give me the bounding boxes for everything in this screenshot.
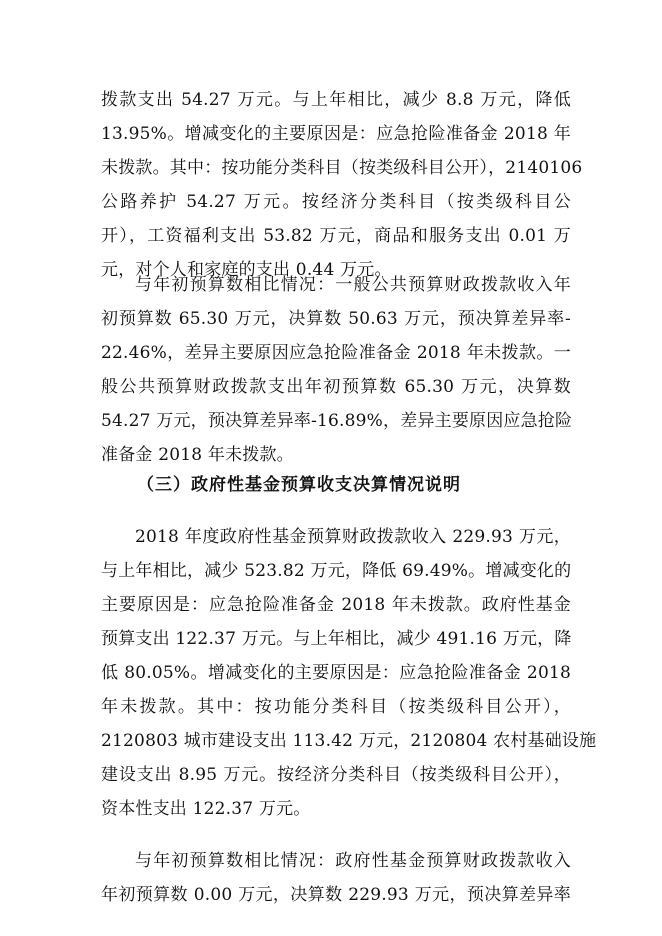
paragraph-line: 低 80.05%。增减变化的主要原因是：应急抢险准备金 2018 bbox=[101, 663, 571, 683]
paragraph-line: 年初预算数 0.00 万元，决算数 229.93 万元，预决算差异率 bbox=[101, 885, 571, 905]
paragraph-first-line: 2018 年度政府性基金预算财政拨款收入 229.93 万元， bbox=[135, 527, 571, 547]
paragraph-line: 拨款支出 54.27 万元。与上年相比，减少 8.8 万元，降低 bbox=[101, 90, 571, 110]
paragraph-line: 建设支出 8.95 万元。按经济分类科目（按类级科目公开）， bbox=[101, 765, 571, 785]
paragraph-line: 22.46%，差异主要原因应急抢险准备金 2018 年未拨款。一 bbox=[101, 343, 571, 363]
section-heading: （三）政府性基金预算收支决算情况说明 bbox=[137, 475, 461, 495]
paragraph-line: 般公共预算财政拨款支出年初预算数 65.30 万元，决算数 bbox=[101, 377, 571, 397]
paragraph-line: 2120803 城市建设支出 113.42 万元，2120804 农村基础设施 bbox=[101, 731, 597, 751]
paragraph-line: 年未拨款。其中：按功能分类科目（按类级科目公开）， bbox=[101, 697, 571, 717]
paragraph-first-line: 与年初预算数相比情况：政府性基金预算财政拨款收入 bbox=[135, 851, 571, 871]
paragraph-line: 预算支出 122.37 万元。与上年相比，减少 491.16 万元，降 bbox=[101, 629, 572, 649]
paragraph-line: 公路养护 54.27 万元。按经济分类科目（按类级科目公 bbox=[101, 192, 571, 212]
paragraph-line: 13.95%。增减变化的主要原因是：应急抢险准备金 2018 年 bbox=[101, 124, 571, 144]
paragraph-line: 54.27 万元，预决算差异率-16.89%，差异主要原因应急抢险 bbox=[101, 411, 573, 431]
paragraph-line: 开），工资福利支出 53.82 万元，商品和服务支出 0.01 万 bbox=[101, 226, 571, 246]
paragraph-line: 元，对个人和家庭的支出 0.44 万元。 bbox=[101, 260, 392, 280]
paragraph-first-line: 与年初预算数相比情况：一般公共预算财政拨款收入年 bbox=[135, 275, 571, 295]
paragraph-line: 与上年相比，减少 523.82 万元，降低 69.49%。增减变化的 bbox=[101, 561, 572, 581]
paragraph-line: 初预算数 65.30 万元，决算数 50.63 万元，预决算差异率- bbox=[101, 309, 571, 329]
paragraph-line: 未拨款。其中：按功能分类科目（按类级科目公开），2140106 bbox=[101, 158, 583, 178]
paragraph-line: 主要原因是：应急抢险准备金 2018 年未拨款。政府性基金 bbox=[101, 595, 571, 615]
paragraph-line: 准备金 2018 年未拨款。 bbox=[101, 445, 294, 465]
paragraph-line: 资本性支出 122.37 万元。 bbox=[101, 799, 311, 819]
